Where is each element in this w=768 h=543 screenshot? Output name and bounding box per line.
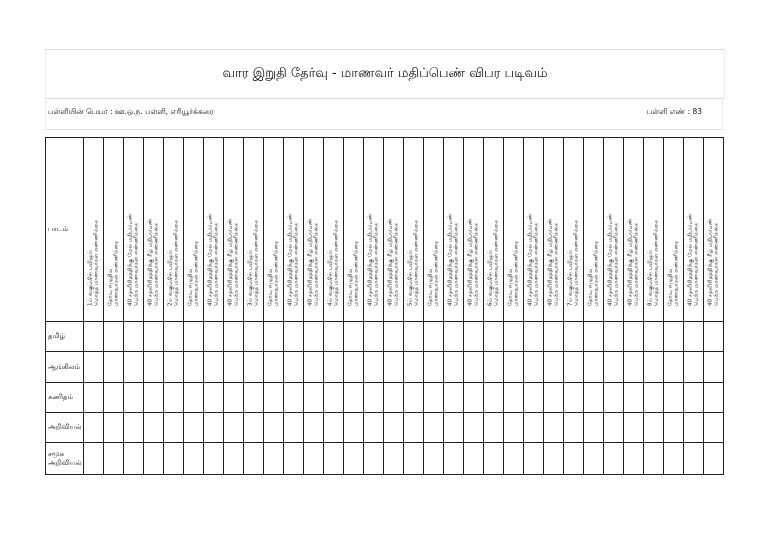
entry-cell[interactable] bbox=[184, 383, 204, 413]
column-header bbox=[484, 138, 504, 322]
entry-cell[interactable] bbox=[204, 352, 224, 383]
entry-cell[interactable] bbox=[204, 383, 224, 413]
entry-cell[interactable] bbox=[624, 352, 644, 383]
column-header bbox=[644, 138, 664, 322]
entry-cell[interactable] bbox=[464, 322, 484, 352]
column-header-label: 40 சதவிகிதத்திற்கு கீழ் மதிப்பெண் பெற்ற மாணவர்கள் எண்ணிக்கை bbox=[307, 218, 320, 307]
table-row bbox=[46, 443, 724, 475]
entry-cell[interactable] bbox=[704, 413, 724, 443]
entry-cell[interactable] bbox=[484, 352, 504, 383]
entry-cell[interactable] bbox=[184, 322, 204, 352]
column-header-label: 40 சதவிகிதத்திற்கு மேல் மதிப்பெண் பெற்ற மாணவர்கள் எண்ணிக்கை bbox=[607, 213, 620, 307]
entry-cell[interactable] bbox=[564, 322, 584, 352]
column-header bbox=[604, 138, 624, 322]
entry-cell[interactable] bbox=[624, 322, 644, 352]
entry-cell[interactable] bbox=[424, 413, 444, 443]
column-header bbox=[284, 138, 304, 322]
entry-cell[interactable] bbox=[684, 352, 704, 383]
column-header bbox=[164, 138, 184, 322]
entry-cell[interactable] bbox=[384, 443, 404, 475]
school-number: பள்ளி எண் : 83 bbox=[646, 107, 702, 116]
column-header-label: 40 சதவிகிதத்திற்கு மேல் மதிப்பெண் பெற்ற மாணவர்கள் எண்ணிக்கை bbox=[367, 213, 380, 307]
entry-cell[interactable] bbox=[384, 322, 404, 352]
entry-cell[interactable] bbox=[264, 443, 284, 475]
entry-cell[interactable] bbox=[384, 352, 404, 383]
entry-cell[interactable] bbox=[604, 352, 624, 383]
table-row bbox=[46, 383, 724, 413]
entry-cell[interactable] bbox=[104, 413, 124, 443]
entry-cell[interactable] bbox=[144, 413, 164, 443]
column-header-label: 40 சதவிகிதத்திற்கு கீழ் மதிப்பெண் பெற்ற மாணவர்கள் எண்ணிக்கை bbox=[147, 218, 160, 307]
column-header bbox=[664, 138, 684, 322]
column-header-label: தேர்வு எழுதிய மாணவர்கள் எண்ணிக்கை bbox=[187, 240, 200, 307]
column-header bbox=[124, 138, 144, 322]
column-header-label: 2ம் வகுப்பில் பயிலும் மொத்த மாணவர்கள் எண்ணிக்கை bbox=[167, 219, 180, 307]
entry-cell[interactable] bbox=[204, 443, 224, 475]
entry-cell[interactable] bbox=[284, 443, 304, 475]
entry-cell[interactable] bbox=[144, 443, 164, 475]
entry-cell[interactable] bbox=[204, 322, 224, 352]
entry-cell[interactable] bbox=[484, 413, 504, 443]
table-header-row bbox=[46, 138, 724, 322]
column-header-label: 1ம் வகுப்பில் பயிலும் மொத்த மாணவர்கள் எண்ணிக்கை bbox=[87, 219, 100, 307]
column-header bbox=[144, 138, 164, 322]
entry-cell[interactable] bbox=[564, 352, 584, 383]
entry-cell[interactable] bbox=[124, 413, 144, 443]
entry-cell[interactable] bbox=[284, 383, 304, 413]
entry-cell[interactable] bbox=[84, 413, 104, 443]
entry-cell[interactable] bbox=[424, 443, 444, 475]
form-title-text: வார இறுதி தேர்வு - மாணவர் மதிப்பெண் விபர படிவம் bbox=[222, 66, 548, 81]
column-header bbox=[104, 138, 124, 322]
entry-cell[interactable] bbox=[404, 383, 424, 413]
entry-cell[interactable] bbox=[464, 413, 484, 443]
column-header bbox=[244, 138, 264, 322]
entry-cell[interactable] bbox=[244, 383, 264, 413]
entry-cell[interactable] bbox=[504, 352, 524, 383]
entry-cell[interactable] bbox=[384, 413, 404, 443]
entry-cell[interactable] bbox=[264, 352, 284, 383]
entry-cell[interactable] bbox=[644, 352, 664, 383]
entry-cell[interactable] bbox=[264, 413, 284, 443]
column-header-label: 4ம் வகுப்பில் பயிலும் மொத்த மாணவர்கள் எண்ணிக்கை bbox=[327, 219, 340, 307]
entry-cell[interactable] bbox=[644, 443, 664, 475]
entry-cell[interactable] bbox=[624, 413, 644, 443]
entry-cell[interactable] bbox=[144, 352, 164, 383]
subject-cell: அறிவியல் bbox=[46, 413, 84, 443]
entry-cell[interactable] bbox=[504, 322, 524, 352]
entry-cell[interactable] bbox=[584, 322, 604, 352]
entry-cell[interactable] bbox=[444, 322, 464, 352]
entry-cell[interactable] bbox=[444, 443, 464, 475]
entry-cell[interactable] bbox=[104, 383, 124, 413]
entry-cell[interactable] bbox=[184, 443, 204, 475]
column-header bbox=[344, 138, 364, 322]
column-header-label: 3ம் வகுப்பில் பயிலும் மொத்த மாணவர்கள் எண்ணிக்கை bbox=[247, 219, 260, 307]
entry-cell[interactable] bbox=[284, 322, 304, 352]
column-header bbox=[404, 138, 424, 322]
column-header bbox=[564, 138, 584, 322]
column-header-label: 6ம் வகுப்பில் பயிலும் மொத்த மாணவர்கள் எண்ணிக்கை bbox=[487, 219, 500, 307]
entry-cell[interactable] bbox=[524, 383, 544, 413]
entry-cell[interactable] bbox=[184, 413, 204, 443]
entry-cell[interactable] bbox=[564, 443, 584, 475]
entry-cell[interactable] bbox=[304, 413, 324, 443]
table-body bbox=[46, 322, 724, 475]
entry-cell[interactable] bbox=[524, 443, 544, 475]
column-header-label: 40 சதவிகிதத்திற்கு மேல் மதிப்பெண் பெற்ற மாணவர்கள் எண்ணிக்கை bbox=[127, 213, 140, 307]
column-header-label: 40 சதவிகிதத்திற்கு மேல் மதிப்பெண் பெற்ற மாணவர்கள் எண்ணிக்கை bbox=[527, 213, 540, 307]
entry-cell[interactable] bbox=[324, 322, 344, 352]
entry-cell[interactable] bbox=[544, 322, 564, 352]
entry-cell[interactable] bbox=[644, 413, 664, 443]
entry-cell[interactable] bbox=[364, 352, 384, 383]
entry-cell[interactable] bbox=[544, 413, 564, 443]
column-header bbox=[384, 138, 404, 322]
entry-cell[interactable] bbox=[544, 443, 564, 475]
column-header-label: தேர்வு எழுதிய மாணவர்கள் எண்ணிக்கை bbox=[427, 240, 440, 307]
entry-cell[interactable] bbox=[104, 352, 124, 383]
entry-cell[interactable] bbox=[444, 413, 464, 443]
entry-cell[interactable] bbox=[284, 352, 304, 383]
entry-cell[interactable] bbox=[464, 383, 484, 413]
entry-cell[interactable] bbox=[184, 352, 204, 383]
entry-cell[interactable] bbox=[84, 322, 104, 352]
column-header bbox=[204, 138, 224, 322]
form-title bbox=[45, 49, 725, 99]
column-header-label: 40 சதவிகிதத்திற்கு கீழ் மதிப்பெண் பெற்ற மாணவர்கள் எண்ணிக்கை bbox=[707, 218, 720, 307]
entry-cell[interactable] bbox=[484, 322, 504, 352]
column-header bbox=[444, 138, 464, 322]
entry-cell[interactable] bbox=[324, 352, 344, 383]
school-name: பள்ளியின் பெயர் : ஊ.ஒ.ந. பள்ளி, எரியூர்க்கரை bbox=[48, 107, 214, 116]
column-header-label: 40 சதவிகிதத்திற்கு கீழ் மதிப்பெண் பெற்ற மாணவர்கள் எண்ணிக்கை bbox=[547, 218, 560, 307]
entry-cell[interactable] bbox=[164, 413, 184, 443]
column-header-label: தேர்வு எழுதிய மாணவர்கள் எண்ணிக்கை bbox=[667, 240, 680, 307]
entry-cell[interactable] bbox=[404, 413, 424, 443]
entry-cell[interactable] bbox=[504, 443, 524, 475]
entry-cell[interactable] bbox=[704, 322, 724, 352]
column-header bbox=[544, 138, 564, 322]
subject-cell: தமிழ் bbox=[46, 322, 84, 352]
entry-cell[interactable] bbox=[484, 383, 504, 413]
entry-cell[interactable] bbox=[124, 443, 144, 475]
entry-cell[interactable] bbox=[324, 443, 344, 475]
entry-cell[interactable] bbox=[464, 352, 484, 383]
column-header-label: தேர்வு எழுதிய மாணவர்கள் எண்ணிக்கை bbox=[107, 240, 120, 307]
entry-cell[interactable] bbox=[104, 443, 124, 475]
column-header-label: தேர்வு எழுதிய மாணவர்கள் எண்ணிக்கை bbox=[507, 240, 520, 307]
entry-cell[interactable] bbox=[244, 413, 264, 443]
entry-cell[interactable] bbox=[504, 413, 524, 443]
entry-cell[interactable] bbox=[204, 413, 224, 443]
entry-cell[interactable] bbox=[304, 352, 324, 383]
column-header-label: 40 சதவிகிதத்திற்கு கீழ் மதிப்பெண் பெற்ற மாணவர்கள் எண்ணிக்கை bbox=[387, 218, 400, 307]
entry-cell[interactable] bbox=[84, 443, 104, 475]
entry-cell[interactable] bbox=[624, 443, 644, 475]
column-header-label: 40 சதவிகிதத்திற்கு மேல் மதிப்பெண் பெற்ற மாணவர்கள் எண்ணிக்கை bbox=[687, 213, 700, 307]
subject-cell: ஆங்கிலம் bbox=[46, 352, 84, 383]
entry-cell[interactable] bbox=[544, 352, 564, 383]
entry-cell[interactable] bbox=[644, 383, 664, 413]
column-header bbox=[424, 138, 444, 322]
column-header bbox=[684, 138, 704, 322]
column-header-label: 40 சதவிகிதத்திற்கு மேல் மதிப்பெண் பெற்ற மாணவர்கள் எண்ணிக்கை bbox=[447, 213, 460, 307]
entry-cell[interactable] bbox=[144, 383, 164, 413]
table-row bbox=[46, 322, 724, 352]
entry-cell[interactable] bbox=[684, 413, 704, 443]
subject-cell: சமூக அறிவியல் bbox=[46, 443, 84, 475]
entry-cell[interactable] bbox=[304, 443, 324, 475]
entry-cell[interactable] bbox=[404, 352, 424, 383]
entry-cell[interactable] bbox=[224, 322, 244, 352]
entry-cell[interactable] bbox=[144, 322, 164, 352]
entry-cell[interactable] bbox=[604, 443, 624, 475]
entry-cell[interactable] bbox=[344, 352, 364, 383]
entry-cell[interactable] bbox=[404, 322, 424, 352]
column-header bbox=[704, 138, 724, 322]
column-header bbox=[184, 138, 204, 322]
column-header-label: 40 சதவிகிதத்திற்கு மேல் மதிப்பெண் பெற்ற மாணவர்கள் எண்ணிக்கை bbox=[287, 213, 300, 307]
entry-cell[interactable] bbox=[624, 383, 644, 413]
entry-cell[interactable] bbox=[524, 322, 544, 352]
table-row bbox=[46, 413, 724, 443]
entry-cell[interactable] bbox=[344, 413, 364, 443]
entry-cell[interactable] bbox=[664, 352, 684, 383]
entry-cell[interactable] bbox=[224, 413, 244, 443]
entry-cell[interactable] bbox=[644, 322, 664, 352]
entry-cell[interactable] bbox=[664, 413, 684, 443]
column-header-label: 40 சதவிகிதத்திற்கு கீழ் மதிப்பெண் பெற்ற மாணவர்கள் எண்ணிக்கை bbox=[227, 218, 240, 307]
entry-cell[interactable] bbox=[124, 322, 144, 352]
entry-cell[interactable] bbox=[664, 443, 684, 475]
entry-cell[interactable] bbox=[384, 383, 404, 413]
entry-cell[interactable] bbox=[344, 443, 364, 475]
column-header-label: 40 சதவிகிதத்திற்கு கீழ் மதிப்பெண் பெற்ற மாணவர்கள் எண்ணிக்கை bbox=[627, 218, 640, 307]
entry-cell[interactable] bbox=[684, 322, 704, 352]
column-header bbox=[364, 138, 384, 322]
entry-cell[interactable] bbox=[584, 383, 604, 413]
column-header-label: 40 சதவிகிதத்திற்கு மேல் மதிப்பெண் பெற்ற மாணவர்கள் எண்ணிக்கை bbox=[207, 213, 220, 307]
entry-cell[interactable] bbox=[304, 383, 324, 413]
entry-cell[interactable] bbox=[424, 352, 444, 383]
column-header-label: 7ம் வகுப்பில் பயிலும் மொத்த மாணவர்கள் எண்ணிக்கை bbox=[567, 219, 580, 307]
entry-cell[interactable] bbox=[604, 383, 624, 413]
entry-cell[interactable] bbox=[544, 383, 564, 413]
column-header bbox=[224, 138, 244, 322]
column-header-label: 5ம் வகுப்பில் பயிலும் மொத்த மாணவர்கள் எண்ணிக்கை bbox=[407, 219, 420, 307]
entry-cell[interactable] bbox=[404, 443, 424, 475]
entry-cell[interactable] bbox=[344, 322, 364, 352]
column-header-label: 40 சதவிகிதத்திற்கு கீழ் மதிப்பெண் பெற்ற மாணவர்கள் எண்ணிக்கை bbox=[467, 218, 480, 307]
entry-cell[interactable] bbox=[324, 413, 344, 443]
column-header bbox=[524, 138, 544, 322]
school-info-row bbox=[45, 97, 723, 130]
entry-cell[interactable] bbox=[584, 413, 604, 443]
entry-cell[interactable] bbox=[344, 383, 364, 413]
entry-cell[interactable] bbox=[104, 322, 124, 352]
entry-cell[interactable] bbox=[424, 383, 444, 413]
entry-cell[interactable] bbox=[664, 322, 684, 352]
column-header-label: தேர்வு எழுதிய மாணவர்கள் எண்ணிக்கை bbox=[267, 240, 280, 307]
entry-cell[interactable] bbox=[224, 352, 244, 383]
entry-cell[interactable] bbox=[584, 443, 604, 475]
entry-cell[interactable] bbox=[464, 443, 484, 475]
entry-cell[interactable] bbox=[524, 352, 544, 383]
entry-cell[interactable] bbox=[364, 383, 384, 413]
entry-cell[interactable] bbox=[444, 352, 464, 383]
entry-cell[interactable] bbox=[484, 443, 504, 475]
entry-cell[interactable] bbox=[164, 352, 184, 383]
table-row bbox=[46, 352, 724, 383]
entry-cell[interactable] bbox=[364, 443, 384, 475]
entry-cell[interactable] bbox=[664, 383, 684, 413]
entry-cell[interactable] bbox=[604, 322, 624, 352]
entry-cell[interactable] bbox=[124, 383, 144, 413]
subject-cell: கணிதம் bbox=[46, 383, 84, 413]
entry-cell[interactable] bbox=[264, 383, 284, 413]
form-sheet bbox=[45, 49, 723, 467]
marks-table bbox=[45, 137, 724, 475]
column-header bbox=[84, 138, 104, 322]
entry-cell[interactable] bbox=[584, 352, 604, 383]
entry-cell[interactable] bbox=[244, 443, 264, 475]
column-header bbox=[504, 138, 524, 322]
entry-cell[interactable] bbox=[524, 413, 544, 443]
entry-cell[interactable] bbox=[364, 413, 384, 443]
column-header-label: தேர்வு எழுதிய மாணவர்கள் எண்ணிக்கை bbox=[347, 240, 360, 307]
entry-cell[interactable] bbox=[704, 352, 724, 383]
entry-cell[interactable] bbox=[124, 352, 144, 383]
entry-cell[interactable] bbox=[504, 383, 524, 413]
entry-cell[interactable] bbox=[324, 383, 344, 413]
entry-cell[interactable] bbox=[704, 443, 724, 475]
entry-cell[interactable] bbox=[164, 383, 184, 413]
entry-cell[interactable] bbox=[244, 352, 264, 383]
column-header bbox=[304, 138, 324, 322]
entry-cell[interactable] bbox=[684, 443, 704, 475]
entry-cell[interactable] bbox=[684, 383, 704, 413]
entry-cell[interactable] bbox=[244, 322, 264, 352]
entry-cell[interactable] bbox=[164, 322, 184, 352]
entry-cell[interactable] bbox=[264, 322, 284, 352]
entry-cell[interactable] bbox=[284, 413, 304, 443]
entry-cell[interactable] bbox=[304, 322, 324, 352]
entry-cell[interactable] bbox=[164, 443, 184, 475]
entry-cell[interactable] bbox=[224, 383, 244, 413]
subject-column-header: பாடம் bbox=[46, 138, 84, 322]
column-header bbox=[584, 138, 604, 322]
entry-cell[interactable] bbox=[564, 413, 584, 443]
entry-cell[interactable] bbox=[364, 322, 384, 352]
entry-cell[interactable] bbox=[704, 383, 724, 413]
entry-cell[interactable] bbox=[224, 443, 244, 475]
column-header bbox=[624, 138, 644, 322]
column-header-label: தேர்வு எழுதிய மாணவர்கள் எண்ணிக்கை bbox=[587, 240, 600, 307]
entry-cell[interactable] bbox=[84, 352, 104, 383]
column-header bbox=[264, 138, 284, 322]
entry-cell[interactable] bbox=[604, 413, 624, 443]
entry-cell[interactable] bbox=[564, 383, 584, 413]
column-header bbox=[464, 138, 484, 322]
column-header-label: 8ம் வகுப்பில் பயிலும் மொத்த மாணவர்கள் எண்ணிக்கை bbox=[647, 219, 660, 307]
entry-cell[interactable] bbox=[84, 383, 104, 413]
entry-cell[interactable] bbox=[424, 322, 444, 352]
column-header bbox=[324, 138, 344, 322]
entry-cell[interactable] bbox=[444, 383, 464, 413]
